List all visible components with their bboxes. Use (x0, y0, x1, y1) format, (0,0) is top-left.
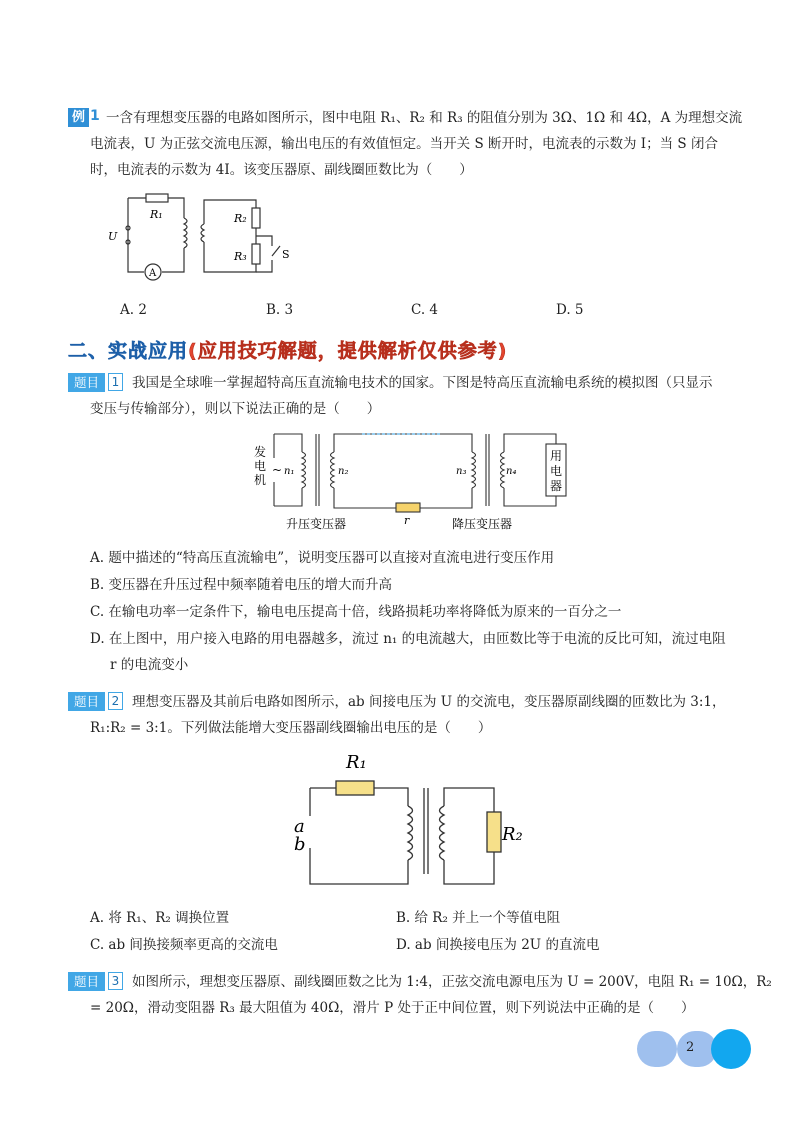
fig1-label-u: U (108, 230, 118, 243)
q1-option-d-line2[interactable]: r 的电流变小 (110, 657, 189, 673)
q2-text-line2: R₁:R₂ = 3:1。下列做法能增大变压器副线圈输出电压的是（ ） (90, 720, 492, 736)
q1-generator-label-3: 机 (254, 473, 267, 487)
example-circuit-diagram (100, 188, 300, 288)
q1-option-c[interactable]: C. 在输电功率一定条件下，输电电压提高十倍，线路损耗功率将降低为原来的一百分之一 (90, 604, 622, 620)
q2-option-c[interactable]: C. ab 间换接频率更高的交流电 (90, 937, 278, 953)
example-tag: 例 (68, 108, 89, 127)
q1-load-label-2: 电 (550, 464, 563, 478)
fig1-label-r2: R₂ (234, 212, 247, 225)
q1-label-n1: n₁ (284, 466, 295, 477)
q1-number: 1 (108, 373, 123, 391)
section-heading-main: 二、实战应用 (68, 340, 189, 362)
q1-step-down-label: 降压变压器 (452, 517, 513, 531)
q1-generator-label-1: 发 (254, 445, 267, 459)
fig1-label-r3: R₃ (234, 250, 247, 263)
q1-text-line2: 变压与传输部分），则以下说法正确的是（ ） (90, 401, 381, 417)
q1-option-b[interactable]: B. 变压器在升压过程中频率随着电压的增大而升高 (90, 577, 393, 593)
q3-number: 3 (108, 972, 123, 990)
example-number: 1 (90, 108, 100, 124)
fig2-label-b: b (294, 834, 306, 855)
q2-option-d[interactable]: D. ab 间换接电压为 2U 的直流电 (396, 937, 600, 953)
fig2-label-r1: R₁ (346, 752, 367, 773)
q1-label-n4: n₄ (506, 466, 517, 477)
q1-text-line1: 我国是全球唯一掌握超特高压直流输电技术的国家。下图是特高压直流输电系统的模拟图（只显示 (132, 375, 713, 391)
example-text-line3: 时，电流表的示数为 4I。该变压器原、副线圈匝数比为（ ） (90, 162, 473, 178)
q1-generator-label-2: 电 (254, 459, 267, 473)
page-badge-left (637, 1031, 677, 1067)
q1-tag: 题目 (68, 373, 105, 392)
section-heading-sub: (应用技巧解题，提供解析仅供参考) (188, 340, 508, 362)
fig2-label-r2: R₂ (502, 824, 523, 845)
fig2-label-a: a (294, 816, 305, 837)
page-number: 2 (686, 1040, 695, 1055)
q1-label-n2: n₂ (338, 466, 349, 477)
example-option-a[interactable]: A. 2 (120, 302, 147, 318)
example-text-line2: 电流表，U 为正弦交流电压源，输出电压的有效值恒定。当开关 S 断开时，电流表的示数为 I；当 S 闭合 (90, 136, 718, 152)
section-heading (68, 336, 507, 363)
example-option-b[interactable]: B. 3 (266, 302, 294, 318)
fig1-label-r1: R₁ (150, 208, 163, 221)
q1-step-up-label: 升压变压器 (286, 517, 347, 531)
q1-transmission-diagram (250, 428, 570, 534)
q1-label-n3: n₃ (456, 466, 467, 477)
example-text-line1: 一含有理想变压器的电路如图所示，图中电阻 R₁、R₂ 和 R₃ 的阻值分别为 3Ω、1Ω 和 4Ω，A 为理想交流 (106, 110, 743, 126)
q2-tag: 题目 (68, 692, 105, 711)
q1-generator-symbol: ~ (272, 463, 283, 477)
q2-circuit-diagram (280, 748, 540, 888)
q3-text-line1: 如图所示，理想变压器原、副线圈匝数之比为 1:4，正弦交流电源电压为 U = 200V，电阻 R₁ = 10Ω，R₂ (132, 974, 772, 990)
q3-text-line2: = 20Ω，滑动变阻器 R₃ 最大阻值为 40Ω，滑片 P 处于正中间位置，则下列说法中正确的是（ ） (90, 1000, 695, 1016)
q3-tag: 题目 (68, 972, 105, 991)
fig1-ammeter-label: A (149, 268, 157, 279)
example-option-d[interactable]: D. 5 (556, 302, 584, 318)
q1-option-a[interactable]: A. 题中描述的“特高压直流输电”，说明变压器可以直接对直流电进行变压作用 (90, 550, 555, 566)
q1-load-label-3: 器 (550, 479, 563, 493)
fig1-label-s: S (282, 248, 290, 261)
q2-number: 2 (108, 692, 123, 710)
q2-text-line1: 理想变压器及其前后电路如图所示，ab 间接电压为 U 的交流电，变压器原副线圈的匝数比为 3:1， (132, 694, 726, 710)
page-badge-right (711, 1029, 751, 1069)
q1-load-label-1: 用 (550, 449, 563, 463)
example-option-c[interactable]: C. 4 (411, 302, 439, 318)
q1-option-d-line1[interactable]: D. 在上图中，用户接入电路的用电器越多，流过 n₁ 的电流越大，由匝数比等于电流的反比可知，流过电阻 (90, 631, 726, 647)
q1-label-r: r (404, 514, 410, 527)
q2-option-b[interactable]: B. 给 R₂ 并上一个等值电阻 (396, 910, 561, 926)
q2-option-a[interactable]: A. 将 R₁、R₂ 调换位置 (90, 910, 230, 926)
